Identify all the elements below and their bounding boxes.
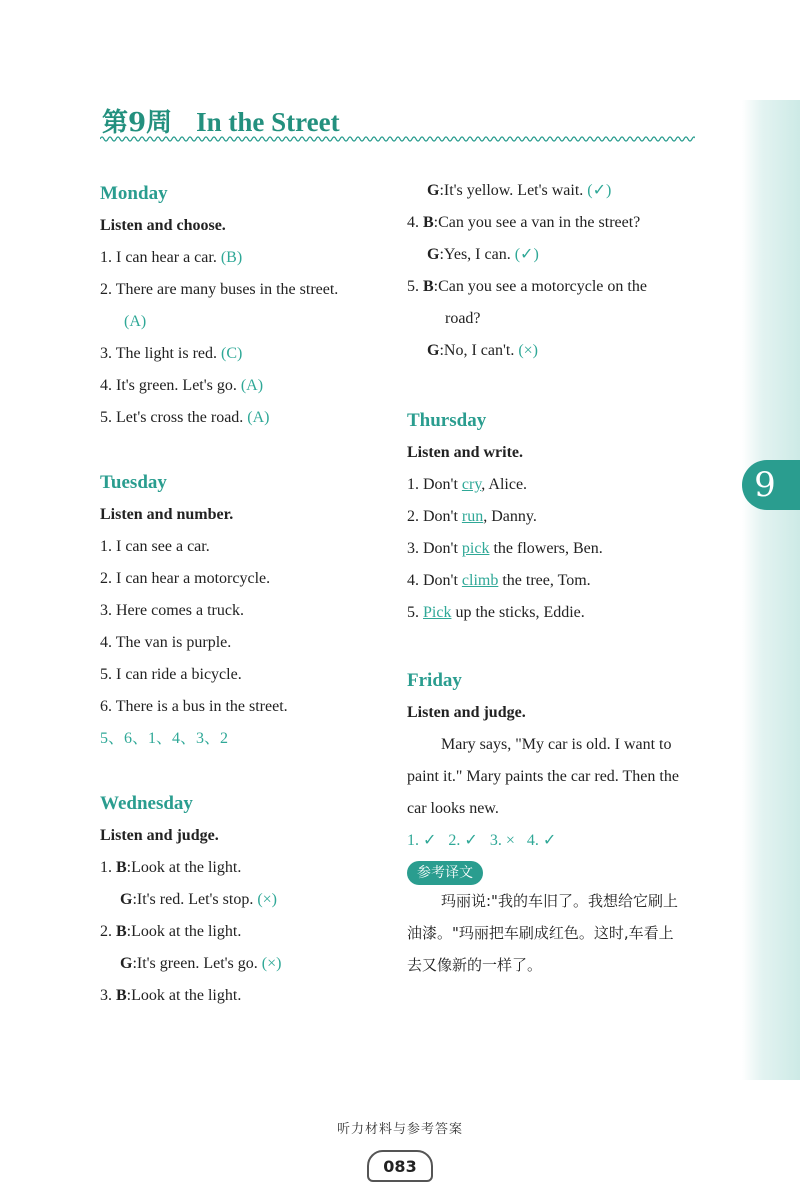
dialogue-line: G:Yes, I can. (✓) [427, 246, 539, 263]
dialogue-line: G:It's green. Let's go. (×) [120, 955, 282, 972]
page-number: 083 [367, 1150, 433, 1182]
translation-label: 参考译文 [407, 857, 707, 885]
task-heading: Listen and judge. [407, 704, 526, 721]
list-item: 3. Don't pick the flowers, Ben. [407, 540, 603, 557]
dialogue-line: 4. B:Can you see a van in the street? [407, 214, 641, 231]
list-item: 5. Let's cross the road. (A) [100, 409, 270, 426]
list-item-answer [100, 306, 390, 338]
footer-caption: 听力材料与参考答案 [336, 1122, 463, 1137]
dialogue-line: G:It's yellow. Let's wait. (✓) [427, 182, 612, 199]
list-item: 4. Don't climb the tree, Tom. [407, 572, 591, 589]
answer: (×) [518, 342, 538, 359]
left-column [100, 178, 390, 1012]
section-monday [100, 178, 390, 434]
dialogue-line-continued: road? [445, 310, 481, 327]
answer: (A) [124, 313, 147, 330]
wavy-underline [100, 134, 695, 144]
section-wednesday [100, 788, 390, 1012]
answer: (×) [261, 955, 282, 972]
chapter-label: 第9周 [102, 108, 173, 138]
list-item: 4. It's green. Let's go. (A) [100, 377, 264, 394]
chapter-title: In the Street [196, 107, 340, 137]
dialogue-line: 2. B:Look at the light. [100, 923, 242, 940]
list-item: 6. There is a bus in the street. [100, 698, 288, 715]
list-item: 5. I can ride a bicycle. [100, 666, 242, 683]
answer-list: 1. ✓ 2. ✓ 3. × 4. ✓ [407, 832, 557, 849]
answer: (A) [247, 409, 270, 426]
answer: (C) [221, 345, 243, 362]
day-heading: Friday [407, 670, 462, 691]
list-item: 2. I can hear a motorcycle. [100, 570, 271, 587]
filled-word: cry [461, 476, 482, 493]
list-item: 5. Pick up the sticks, Eddie. [407, 604, 585, 621]
list-item: 1. Don't cry, Alice. [407, 476, 528, 493]
filled-word: pick [461, 540, 490, 557]
section-friday [407, 665, 707, 981]
list-item: 3. Here comes a truck. [100, 602, 244, 619]
task-heading: Listen and number. [100, 506, 234, 523]
task-heading: Listen and write. [407, 444, 523, 461]
passage: Mary says, "My car is old. I want to paint it." Mary paints the car red. Then the car looks new. [407, 736, 679, 817]
filled-word: Pick [423, 604, 452, 621]
page-edge-decoration [742, 100, 800, 1080]
list-item: 4. The van is purple. [100, 634, 232, 651]
answer-sequence: 5、6、1、4、3、2 [100, 730, 229, 747]
translation-text: 玛丽说:"我的车旧了。我想给它刷上油漆。"玛丽把车刷成红色。这时,车看上去又像新的一样了。 [407, 892, 678, 974]
section-thursday [407, 405, 707, 629]
filled-word: climb [461, 572, 499, 589]
section-wednesday-continued [407, 175, 707, 367]
answer: (A) [240, 377, 264, 394]
day-heading: Tuesday [100, 472, 167, 493]
dialogue-line: 5. B:Can you see a motorcycle on the [407, 278, 647, 295]
filled-word: run [461, 508, 484, 525]
task-heading: Listen and judge. [100, 827, 219, 844]
list-item: 2. Don't run, Danny. [407, 508, 537, 525]
dialogue-line: 3. B:Look at the light. [100, 987, 242, 1004]
answer: (✓) [587, 182, 612, 199]
day-heading: Wednesday [100, 793, 193, 814]
day-heading: Monday [100, 183, 168, 204]
dialogue-line: G:It's red. Let's stop. (×) [120, 891, 277, 908]
answer: (×) [257, 891, 277, 908]
right-column [407, 175, 707, 981]
answer: (✓) [514, 246, 539, 263]
task-heading: Listen and choose. [100, 217, 226, 234]
section-tuesday [100, 467, 390, 755]
list-item: 2. There are many buses in the street. [100, 281, 339, 298]
list-item: 1. I can hear a car. (B) [100, 249, 243, 266]
list-item: 3. The light is red. (C) [100, 345, 243, 362]
list-item: 1. I can see a car. [100, 538, 210, 555]
answer: (B) [220, 249, 243, 266]
dialogue-line: G:No, I can't. (×) [427, 342, 538, 359]
day-heading: Thursday [407, 410, 487, 431]
dialogue-line: 1. B:Look at the light. [100, 859, 242, 876]
chapter-side-tab: 9 [742, 460, 800, 510]
